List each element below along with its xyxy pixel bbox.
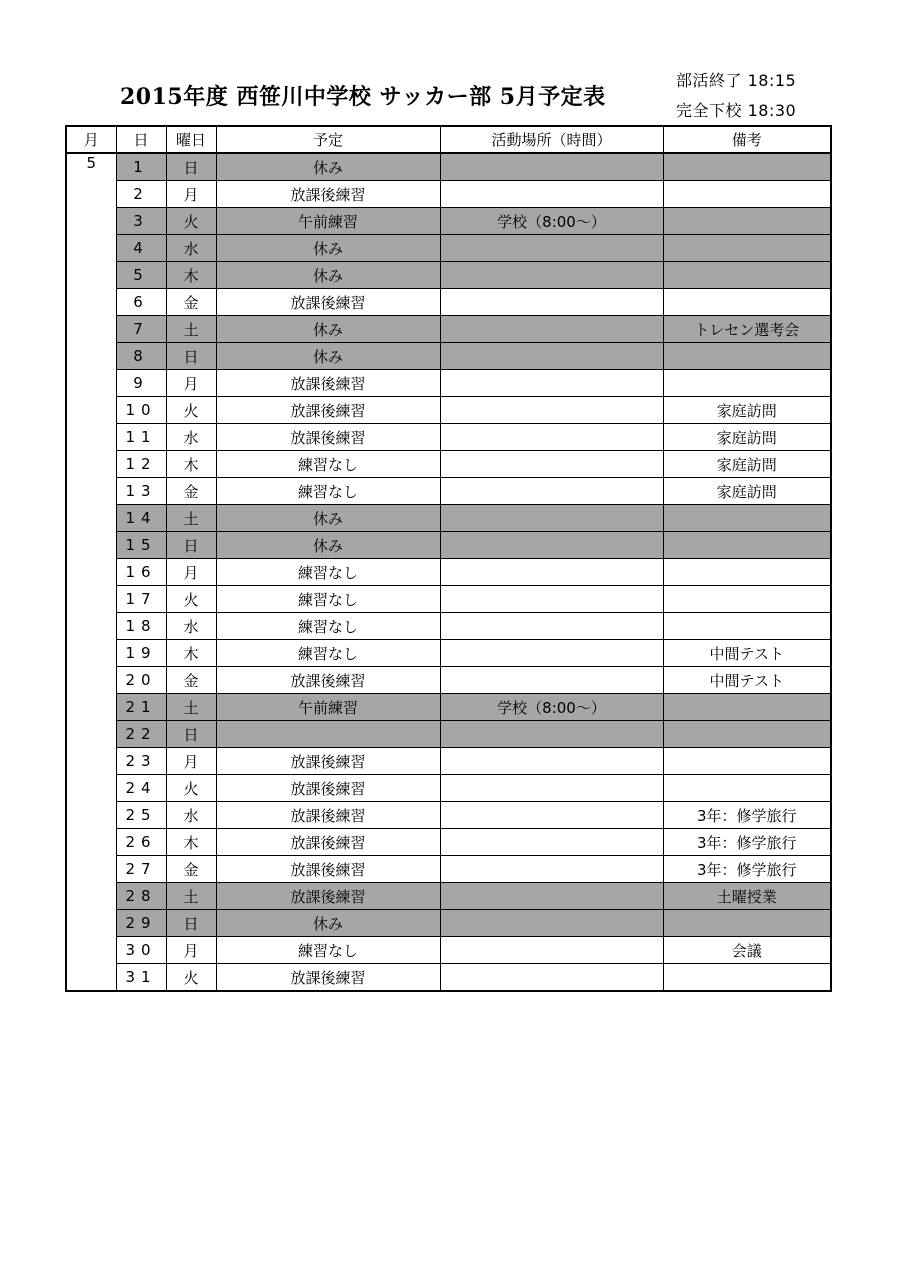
table-row (66, 667, 831, 694)
table-row (66, 775, 831, 802)
place-cell (440, 829, 663, 856)
place-cell (440, 289, 663, 316)
table-row (66, 208, 831, 235)
table-row (66, 153, 831, 181)
plan-cell: 放課後練習 (216, 370, 440, 397)
place-cell (440, 262, 663, 289)
weekday-cell: 月 (166, 559, 216, 586)
plan-cell: 休み (216, 505, 440, 532)
place-cell (440, 343, 663, 370)
day-cell: 10 (116, 397, 166, 424)
day-cell: 2 (116, 181, 166, 208)
remark-cell: 3年：修学旅行 (663, 829, 831, 856)
plan-cell: 休み (216, 910, 440, 937)
plan-cell: 練習なし (216, 937, 440, 964)
schedule-table (65, 125, 832, 992)
remark-cell: 中間テスト (663, 667, 831, 694)
table-row (66, 478, 831, 505)
table-row (66, 640, 831, 667)
place-cell: 学校（8:00～） (440, 208, 663, 235)
day-cell: 22 (116, 721, 166, 748)
day-cell: 15 (116, 532, 166, 559)
weekday-cell: 金 (166, 667, 216, 694)
place-cell (440, 802, 663, 829)
plan-cell: 放課後練習 (216, 802, 440, 829)
day-cell: 28 (116, 883, 166, 910)
weekday-cell: 火 (166, 964, 216, 992)
table-row (66, 613, 831, 640)
remark-cell (663, 694, 831, 721)
plan-cell: 練習なし (216, 613, 440, 640)
place-cell: 学校（8:00～） (440, 694, 663, 721)
weekday-cell: 火 (166, 208, 216, 235)
plan-cell: 休み (216, 343, 440, 370)
plan-cell: 放課後練習 (216, 883, 440, 910)
table-row (66, 937, 831, 964)
plan-cell: 放課後練習 (216, 289, 440, 316)
remark-cell (663, 613, 831, 640)
remark-cell (663, 505, 831, 532)
weekday-cell: 日 (166, 343, 216, 370)
day-cell: 1 (116, 153, 166, 181)
remark-cell (663, 586, 831, 613)
remark-cell (663, 343, 831, 370)
table-row (66, 802, 831, 829)
header-remarks: 備考 (663, 126, 831, 153)
plan-cell: 練習なし (216, 478, 440, 505)
place-cell (440, 424, 663, 451)
place-cell (440, 181, 663, 208)
day-cell: 14 (116, 505, 166, 532)
place-cell (440, 397, 663, 424)
school-leave-time-note: 完全下校 18:30 (676, 101, 797, 120)
day-cell: 17 (116, 586, 166, 613)
place-cell (440, 640, 663, 667)
plan-cell: 午前練習 (216, 694, 440, 721)
plan-cell: 放課後練習 (216, 856, 440, 883)
weekday-cell: 日 (166, 910, 216, 937)
place-cell (440, 532, 663, 559)
place-cell (440, 478, 663, 505)
weekday-cell: 日 (166, 532, 216, 559)
plan-cell: 練習なし (216, 559, 440, 586)
place-cell (440, 937, 663, 964)
weekday-cell: 火 (166, 775, 216, 802)
place-cell (440, 153, 663, 181)
club-end-time-note: 部活終了 18:15 (676, 71, 797, 90)
plan-cell: 練習なし (216, 640, 440, 667)
day-cell: 3 (116, 208, 166, 235)
plan-cell: 休み (216, 153, 440, 181)
day-cell: 21 (116, 694, 166, 721)
table-row (66, 343, 831, 370)
place-cell (440, 586, 663, 613)
header-plan: 予定 (216, 126, 440, 153)
plan-cell: 休み (216, 316, 440, 343)
day-cell: 29 (116, 910, 166, 937)
day-cell: 16 (116, 559, 166, 586)
document-title: 2015年度 西笹川中学校 サッカー部 5月予定表 (120, 84, 606, 110)
remark-cell: 3年：修学旅行 (663, 802, 831, 829)
day-cell: 6 (116, 289, 166, 316)
day-cell: 13 (116, 478, 166, 505)
remark-cell: 会議 (663, 937, 831, 964)
weekday-cell: 金 (166, 478, 216, 505)
plan-cell: 放課後練習 (216, 829, 440, 856)
plan-cell: 放課後練習 (216, 748, 440, 775)
day-cell: 19 (116, 640, 166, 667)
table-row (66, 694, 831, 721)
remark-cell: 中間テスト (663, 640, 831, 667)
table-row (66, 964, 831, 992)
weekday-cell: 月 (166, 370, 216, 397)
remark-cell (663, 559, 831, 586)
day-cell: 31 (116, 964, 166, 992)
place-cell (440, 883, 663, 910)
weekday-cell: 月 (166, 748, 216, 775)
table-row (66, 559, 831, 586)
weekday-cell: 水 (166, 235, 216, 262)
table-row (66, 316, 831, 343)
remark-cell: 家庭訪問 (663, 397, 831, 424)
remark-cell (663, 775, 831, 802)
place-cell (440, 721, 663, 748)
plan-cell: 放課後練習 (216, 181, 440, 208)
table-row (66, 370, 831, 397)
plan-cell: 放課後練習 (216, 775, 440, 802)
place-cell (440, 856, 663, 883)
plan-cell: 練習なし (216, 586, 440, 613)
remark-cell: 土曜授業 (663, 883, 831, 910)
remark-cell: 家庭訪問 (663, 478, 831, 505)
plan-cell: 休み (216, 532, 440, 559)
remark-cell (663, 721, 831, 748)
day-cell: 23 (116, 748, 166, 775)
weekday-cell: 月 (166, 937, 216, 964)
table-row (66, 451, 831, 478)
weekday-cell: 火 (166, 397, 216, 424)
day-cell: 5 (116, 262, 166, 289)
plan-cell: 放課後練習 (216, 397, 440, 424)
remark-cell (663, 181, 831, 208)
weekday-cell: 土 (166, 694, 216, 721)
day-cell: 20 (116, 667, 166, 694)
table-row (66, 586, 831, 613)
remark-cell (663, 532, 831, 559)
place-cell (440, 559, 663, 586)
remark-cell: 家庭訪問 (663, 424, 831, 451)
day-cell: 9 (116, 370, 166, 397)
weekday-cell: 木 (166, 640, 216, 667)
table-row (66, 856, 831, 883)
table-row (66, 235, 831, 262)
header-place: 活動場所（時間） (440, 126, 663, 153)
plan-cell (216, 721, 440, 748)
day-cell: 25 (116, 802, 166, 829)
place-cell (440, 667, 663, 694)
remark-cell: トレセン選考会 (663, 316, 831, 343)
month-cell: 5 (66, 153, 116, 991)
day-cell: 8 (116, 343, 166, 370)
place-cell (440, 910, 663, 937)
table-row (66, 532, 831, 559)
place-cell (440, 235, 663, 262)
place-cell (440, 613, 663, 640)
day-cell: 30 (116, 937, 166, 964)
table-row (66, 748, 831, 775)
weekday-cell: 水 (166, 424, 216, 451)
day-cell: 4 (116, 235, 166, 262)
place-cell (440, 451, 663, 478)
day-cell: 7 (116, 316, 166, 343)
weekday-cell: 水 (166, 802, 216, 829)
plan-cell: 休み (216, 235, 440, 262)
weekday-cell: 土 (166, 316, 216, 343)
table-row (66, 262, 831, 289)
remark-cell (663, 748, 831, 775)
weekday-cell: 木 (166, 829, 216, 856)
header-day: 日 (116, 126, 166, 153)
plan-cell: 午前練習 (216, 208, 440, 235)
table-row (66, 289, 831, 316)
table-row (66, 505, 831, 532)
weekday-cell: 金 (166, 289, 216, 316)
weekday-cell: 水 (166, 613, 216, 640)
weekday-cell: 月 (166, 181, 216, 208)
weekday-cell: 土 (166, 505, 216, 532)
plan-cell: 休み (216, 262, 440, 289)
header-weekday: 曜日 (166, 126, 216, 153)
table-row (66, 721, 831, 748)
remark-cell (663, 964, 831, 992)
day-cell: 26 (116, 829, 166, 856)
place-cell (440, 505, 663, 532)
remark-cell: 家庭訪問 (663, 451, 831, 478)
weekday-cell: 日 (166, 153, 216, 181)
plan-cell: 放課後練習 (216, 964, 440, 992)
weekday-cell: 日 (166, 721, 216, 748)
place-cell (440, 370, 663, 397)
plan-cell: 放課後練習 (216, 424, 440, 451)
day-cell: 27 (116, 856, 166, 883)
remark-cell (663, 235, 831, 262)
day-cell: 24 (116, 775, 166, 802)
remark-cell (663, 208, 831, 235)
weekday-cell: 土 (166, 883, 216, 910)
weekday-cell: 火 (166, 586, 216, 613)
table-row (66, 829, 831, 856)
remark-cell: 3年：修学旅行 (663, 856, 831, 883)
table-row (66, 397, 831, 424)
weekday-cell: 木 (166, 451, 216, 478)
place-cell (440, 316, 663, 343)
remark-cell (663, 370, 831, 397)
weekday-cell: 木 (166, 262, 216, 289)
day-cell: 18 (116, 613, 166, 640)
day-cell: 12 (116, 451, 166, 478)
place-cell (440, 748, 663, 775)
place-cell (440, 964, 663, 992)
table-row (66, 910, 831, 937)
plan-cell: 練習なし (216, 451, 440, 478)
table-row (66, 883, 831, 910)
table-row (66, 424, 831, 451)
header-month: 月 (66, 126, 116, 153)
remark-cell (663, 262, 831, 289)
remark-cell (663, 289, 831, 316)
remark-cell (663, 153, 831, 181)
plan-cell: 放課後練習 (216, 667, 440, 694)
remark-cell (663, 910, 831, 937)
header-row (66, 126, 831, 153)
place-cell (440, 775, 663, 802)
table-row (66, 181, 831, 208)
weekday-cell: 金 (166, 856, 216, 883)
day-cell: 11 (116, 424, 166, 451)
